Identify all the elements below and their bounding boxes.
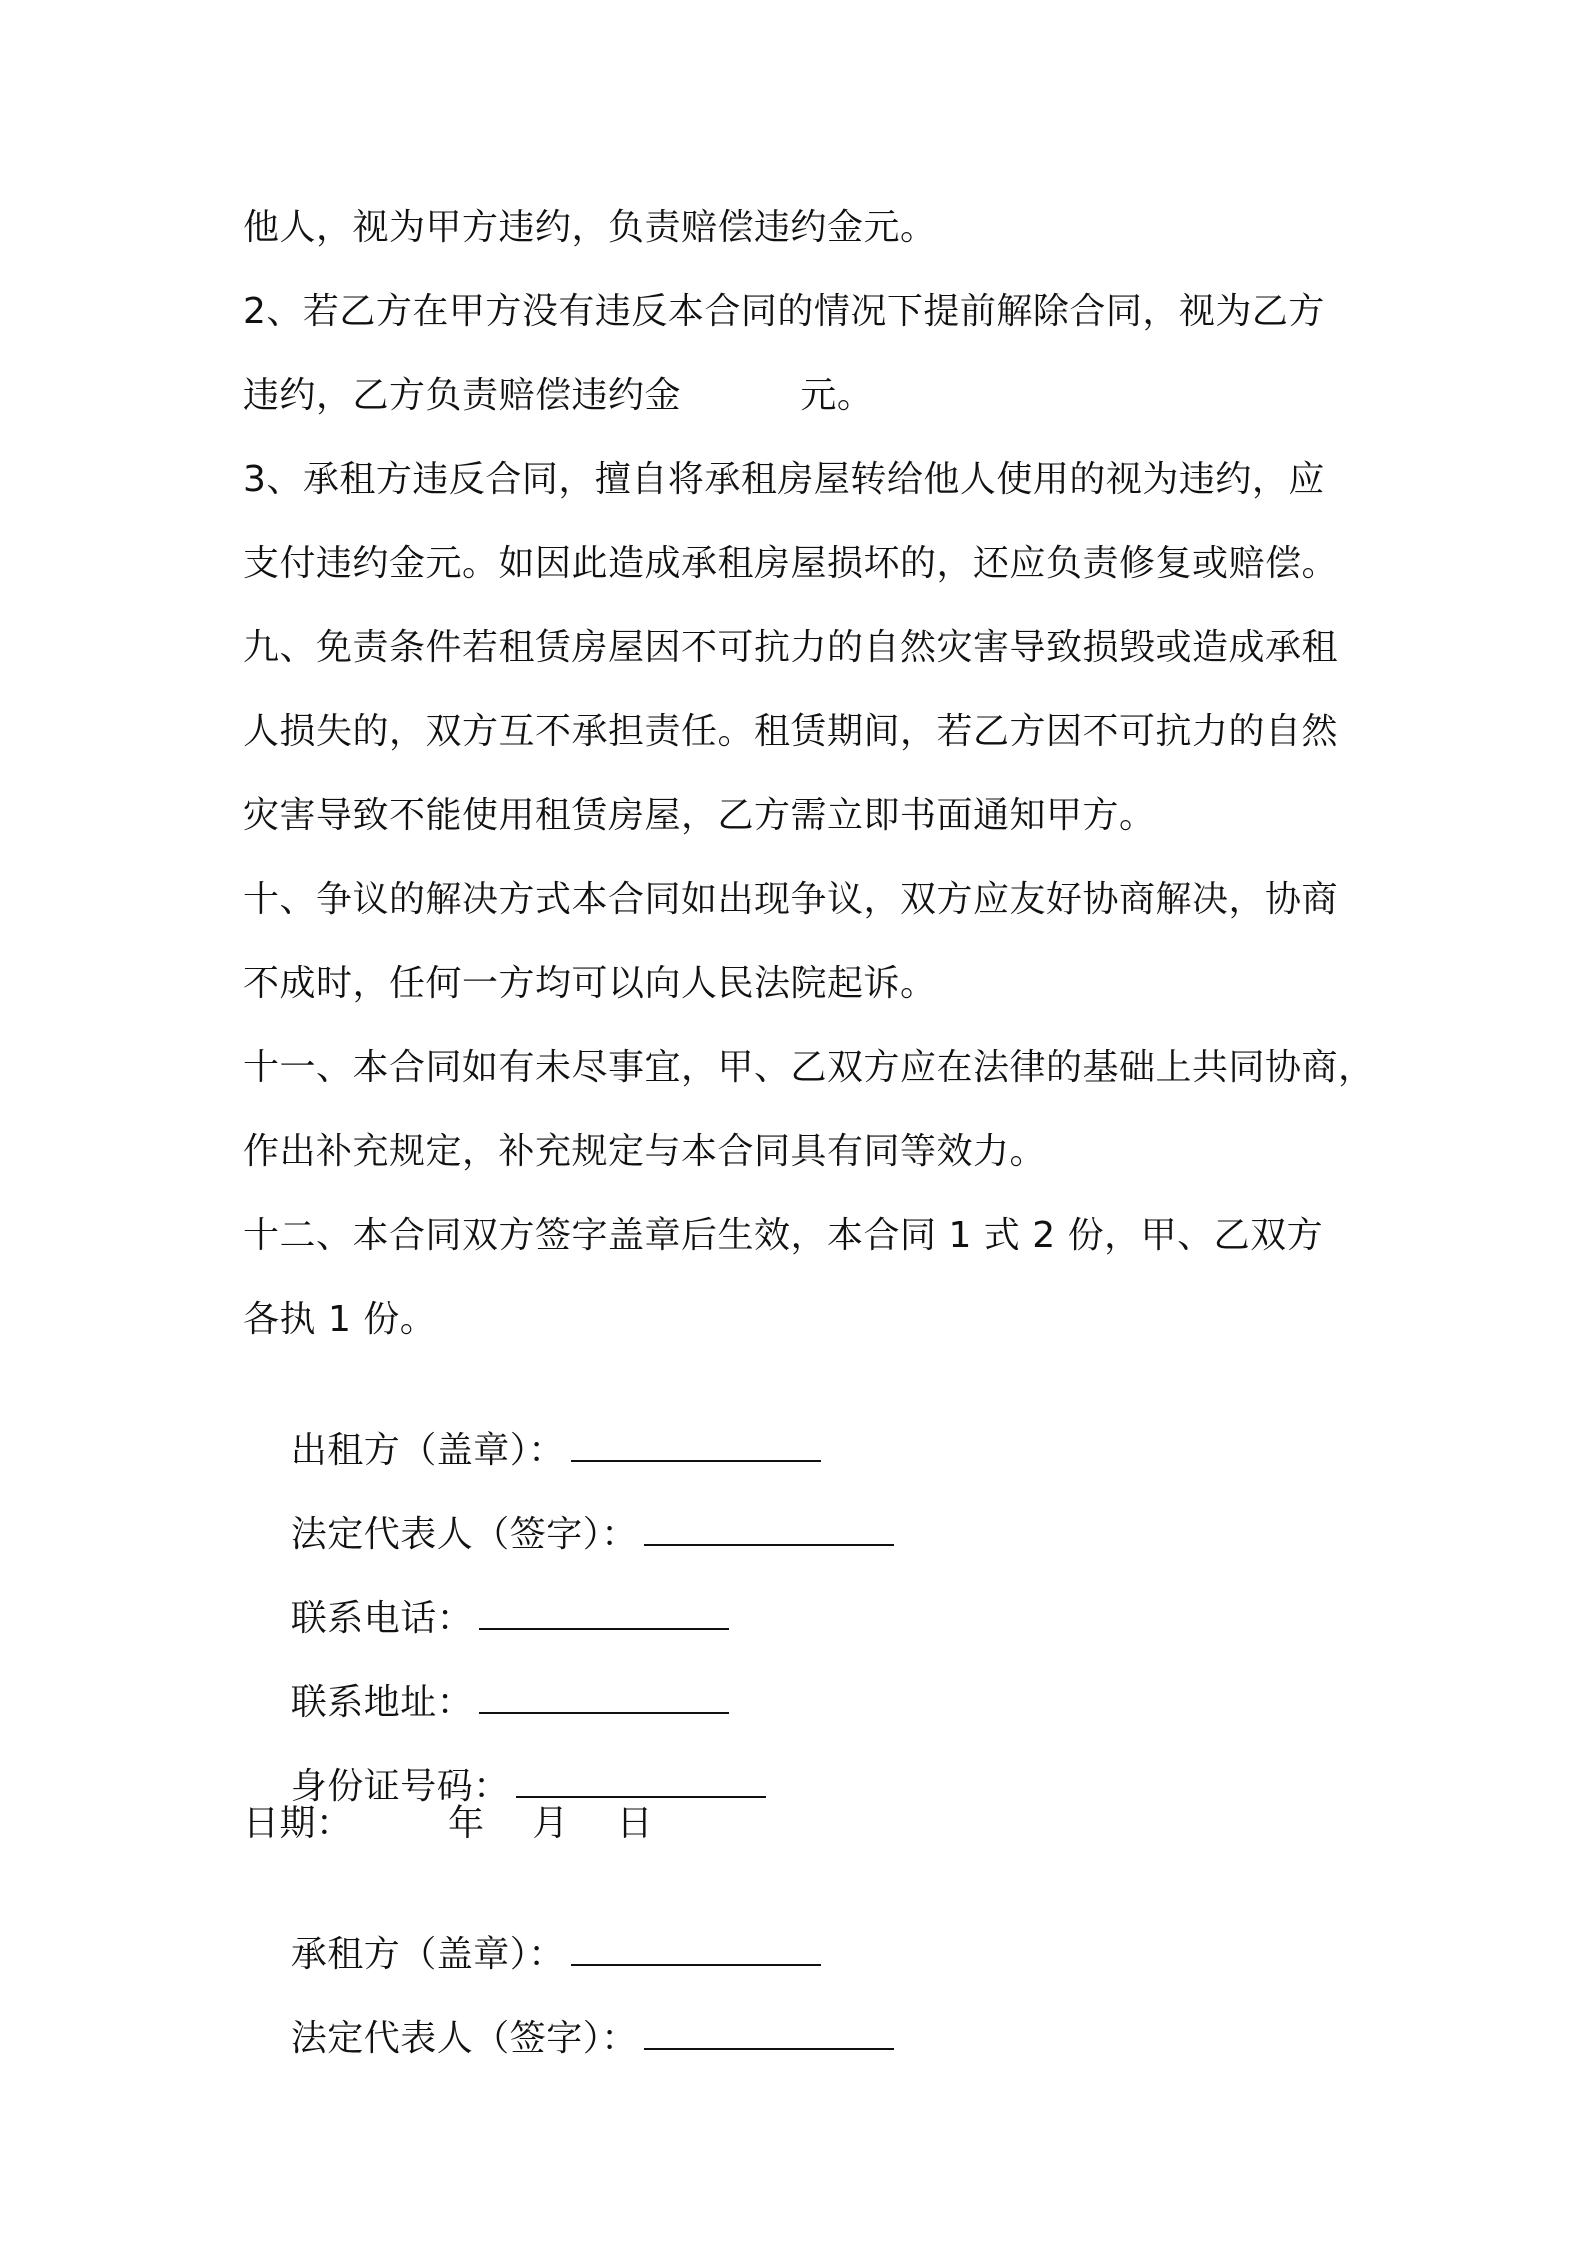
body-line-8: 灾害导致不能使用租赁房屋，乙方需立即书面通知甲方。 — [243, 795, 1156, 836]
legal-rep-1-label: 法定代表人（签字）： — [290, 1514, 638, 1555]
body-line-13: 十二、本合同双方签字盖章后生效，本合同 1 式 2 份，甲、乙双方 — [243, 1215, 1324, 1256]
body-line-12: 作出补充规定，补充规定与本合同具有同等效力。 — [243, 1131, 1047, 1172]
body-line-11: 十一、本合同如有未尽事宜，甲、乙双方应在法律的基础上共同协商， — [243, 1047, 1375, 1088]
id-number-blank[interactable] — [516, 1762, 766, 1798]
body-line-9: 十、争议的解决方式本合同如出现争议，双方应友好协商解决，协商 — [243, 879, 1339, 920]
legal-rep-2-field — [243, 1970, 894, 2105]
address-blank[interactable] — [479, 1678, 729, 1714]
lessor-seal-label: 出租方（盖章）： — [290, 1430, 565, 1471]
lessee-seal-blank[interactable] — [571, 1930, 821, 1966]
body-line-1: 他人，视为甲方违约，负责赔偿违约金元。 — [243, 207, 937, 248]
legal-rep-2-label: 法定代表人（签字）： — [290, 2018, 638, 2059]
body-line-3: 违约，乙方负责赔偿违约金 元。 — [243, 375, 874, 416]
body-line-2: 2、若乙方在甲方没有违反本合同的情况下提前解除合同，视为乙方 — [243, 291, 1325, 332]
phone-label: 联系电话： — [290, 1598, 474, 1639]
date-field: 日期： 年 月 日 — [243, 1803, 654, 1844]
id-number-label: 身份证号码： — [290, 1766, 510, 1807]
lessor-seal-blank[interactable] — [571, 1426, 821, 1462]
body-line-4: 3、承租方违反合同，擅自将承租房屋转给他人使用的视为违约，应 — [243, 459, 1325, 500]
phone-blank[interactable] — [479, 1594, 729, 1630]
body-line-7: 人损失的，双方互不承担责任。租赁期间，若乙方因不可抗力的自然 — [243, 711, 1339, 752]
legal-rep-1-blank[interactable] — [644, 1510, 894, 1546]
legal-rep-2-blank[interactable] — [644, 2014, 894, 2050]
body-line-14: 各执 1 份。 — [243, 1299, 437, 1340]
body-line-6: 九、免责条件若租赁房屋因不可抗力的自然灾害导致损毁或造成承租 — [243, 627, 1339, 668]
lessee-seal-label: 承租方（盖章）： — [290, 1934, 565, 1975]
address-label: 联系地址： — [290, 1682, 474, 1723]
body-line-5: 支付违约金元。如因此造成承租房屋损坏的，还应负责修复或赔偿。 — [243, 543, 1339, 584]
body-line-10: 不成时，任何一方均可以向人民法院起诉。 — [243, 963, 937, 1004]
